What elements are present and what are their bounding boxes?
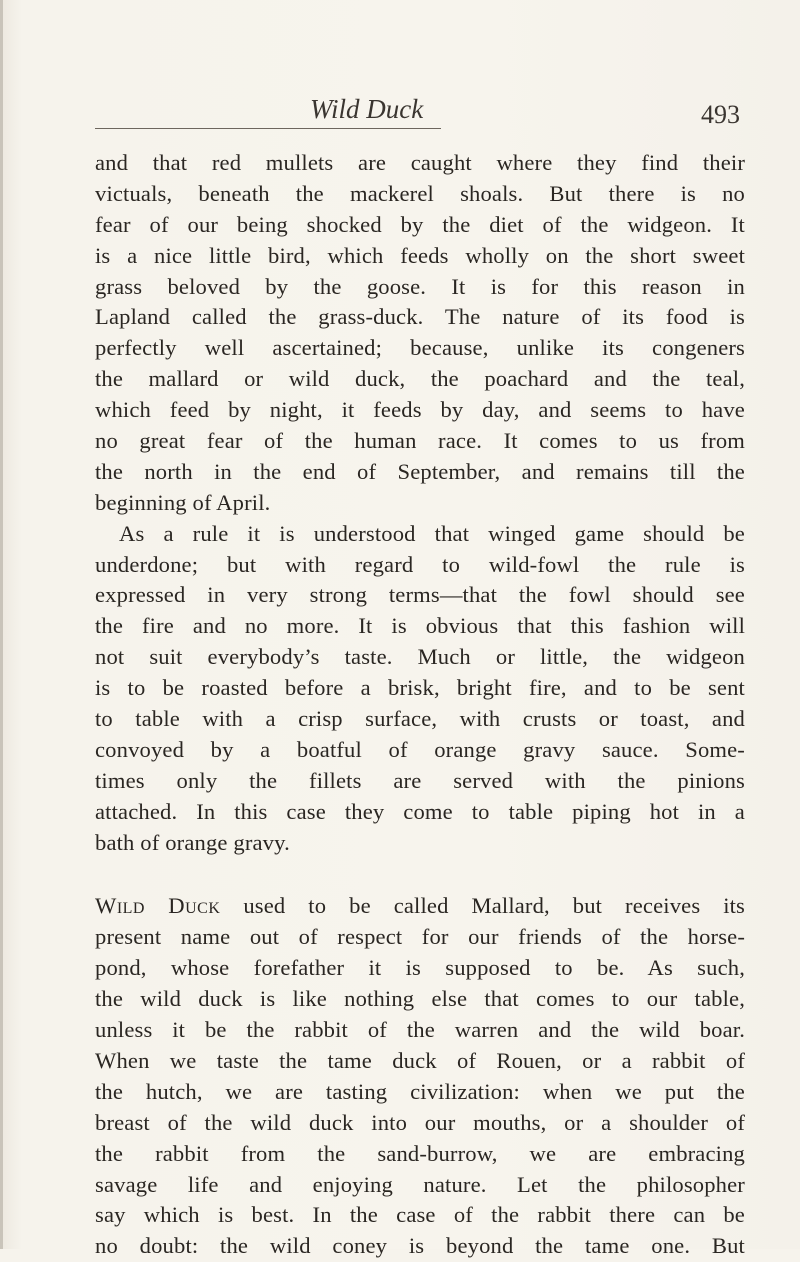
text-line: beginning of April.: [95, 489, 271, 515]
text-line: the rabbit from the sand-burrow, we are embracing: [95, 1140, 745, 1166]
text-line: present name out of respect for our friends of the horse-: [95, 924, 745, 950]
text-line: [95, 891, 745, 922]
text-line: convoyed by a boatful of orange gravy sauce. Some-: [95, 736, 745, 762]
page-number: 493: [701, 100, 740, 129]
paragraph-3: [95, 891, 745, 1262]
text-line: unless it be the rabbit of the warren and the wild boar.: [95, 1017, 745, 1043]
text-line: underdone; but with regard to wild-fowl the rule is: [95, 551, 745, 577]
text-line: and that red mullets are caught where they find their: [95, 150, 745, 175]
text-line: the north in the end of September, and remains till the: [95, 458, 745, 484]
text-line: victuals, beneath the mackerel shoals. But there is no: [95, 180, 745, 206]
text-line: Lapland called the grass-duck. The nature of its food is: [95, 304, 745, 330]
body-text: [95, 148, 745, 1262]
text-line: the mallard or wild duck, the poachard and the teal,: [95, 366, 745, 392]
text-line: the hutch, we are tasting civilization: when we put the: [95, 1078, 745, 1104]
paragraph-1: [95, 148, 745, 519]
text-line: not suit everybody’s taste. Much or little, the widgeon: [95, 644, 745, 670]
text-line: the fire and no more. It is obvious that this fashion will: [95, 613, 745, 639]
text-line: times only the fillets are served with the pinions: [95, 767, 745, 793]
lead-in-rest: used to be called Mallard, but receives its: [220, 893, 745, 919]
text-line: which feed by night, it feeds by day, and seems to have: [95, 397, 745, 423]
text-line: As a rule it is understood that winged game should be: [119, 520, 745, 546]
text-line: say which is best. In the case of the rabbit there can be: [95, 1202, 745, 1228]
text-line: to table with a crisp surface, with crusts or toast, and: [95, 706, 745, 732]
text-line: pond, whose forefather it is supposed to be. As such,: [95, 955, 745, 981]
text-line: no great fear of the human race. It comes to us from: [95, 428, 745, 454]
text-line: grass beloved by the goose. It is for this reason in: [95, 273, 745, 299]
text-line: savage life and enjoying nature. Let the philosopher: [95, 1171, 745, 1197]
lead-in-heading: Wild Duck: [95, 893, 221, 919]
header-rule: [95, 128, 441, 129]
text-line: is a nice little bird, which feeds wholly on the short sweet: [95, 242, 745, 268]
text-line: is to be roasted before a brisk, bright fire, and to be sent: [95, 675, 745, 701]
text-line: the wild duck is like nothing else that comes to our table,: [95, 986, 745, 1012]
text-line: fear of our being shocked by the diet of the widgeon. It: [95, 211, 745, 237]
text-line: When we taste the tame duck of Rouen, or a rabbit of: [95, 1047, 745, 1073]
paragraph-2: [95, 519, 745, 859]
paragraph-gap: [95, 858, 745, 891]
text-line: bath of orange gravy.: [95, 829, 290, 855]
text-line: breast of the wild duck into our mouths, or a shoulder of: [95, 1109, 745, 1135]
page-edge: [0, 0, 3, 1249]
running-head: Wild Duck: [310, 94, 424, 124]
text-line: expressed in very strong terms—that the fowl should see: [95, 582, 745, 608]
text-line: perfectly well ascertained; because, unlike its congeners: [95, 335, 745, 361]
text-line: no doubt: the wild coney is beyond the tame one. But: [95, 1233, 745, 1259]
text-line: attached. In this case they come to table piping hot in a: [95, 798, 745, 824]
